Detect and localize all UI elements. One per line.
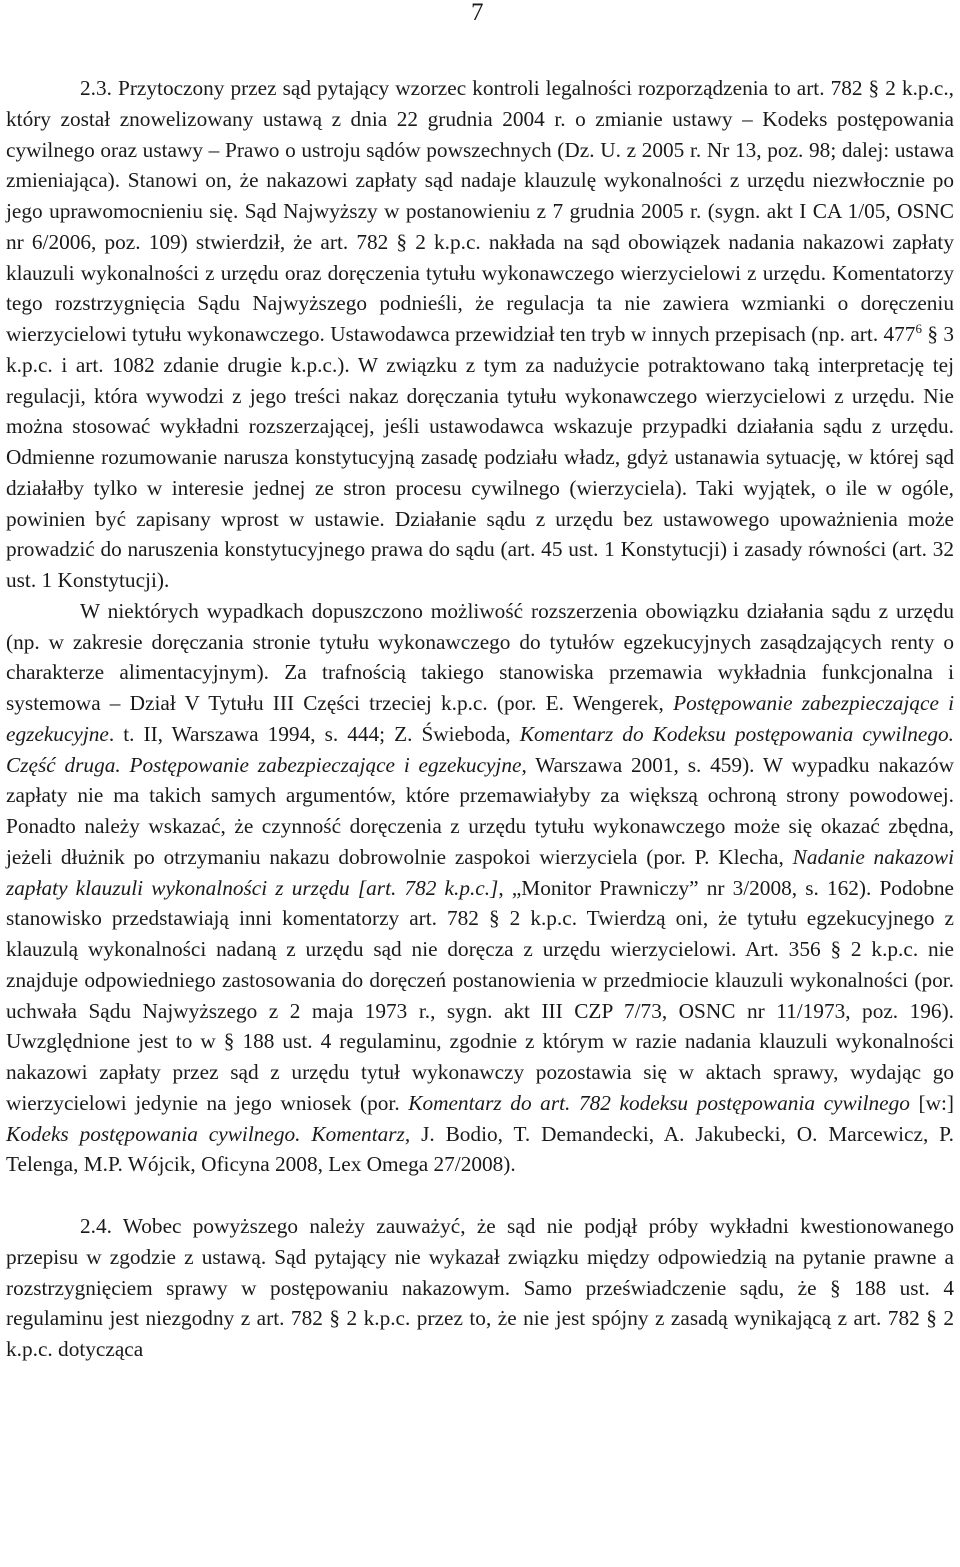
paragraph-text: . t. II, Warszawa 1994, s. 444; Z. Świeboda, <box>108 721 520 746</box>
citation-title: Komentarz do Kodeksu postępowania cywilnego. Część druga. Postępowanie zabezpieczające i egzekucyjne <box>6 721 954 777</box>
superscript: 6 <box>915 320 922 336</box>
paragraph-2-4 <box>6 1211 954 1365</box>
paragraph-2-3 <box>6 73 954 596</box>
paragraph-spacer <box>6 1180 954 1211</box>
citation-title: Kodeks postępowania cywilnego. Komentarz, <box>6 1121 411 1146</box>
paragraph-text: § 3 k.p.c. i art. 1082 zdanie drugie k.p.c.). W związku z tym za nadużycie potraktowano taką interpretację tej regulacji, która wywodzi z jego treści nakaz doręczania tytułu wykonawczego wierzycielowi z urzędu. Nie można stosować wykładni rozszerzającej, jeśli ustawodawca wskazuje przypadki działania sądu z urzędu. Odmienne rozumowanie narusza konstytucyjną zasadę podziału władz, gdyż ustanawia sytuację, w której sąd działałby tylko w interesie jednej ze stron procesu cywilnego (wierzyciela). Taki wyjątek, o ile w ogóle, powinien być zapisany wprost w ustawie. Działanie sądu z urzędu bez ustawowego upoważnienia może prowadzić do naruszenia konstytucyjnego prawa do sądu (art. 45 ust. 1 Konstytucji) i zasady równości (art. 32 ust. 1 Konstytucji). <box>6 322 954 592</box>
paragraph-text: J. Bodio, T. Demandecki, A. Jakubecki, O. Marcewicz, P. Telenga, M.P. Wójcik, Oficyna 2008, Lex Omega 27/2008). <box>6 1121 954 1177</box>
citation-title: Postępowanie zabezpieczające i egzekucyjne <box>6 691 954 746</box>
paragraph-text: 2.3. Przytoczony przez sąd pytający wzorzec kontroli legalności rozporządzenia to art. 782 § 2 k.p.c., który został znowelizowany ustawą z dnia 22 grudnia 2004 r. o zmianie ustawy – Kodeks postępowania cywilnego oraz ustawy – Prawo o ustroju sądów powszechnych (Dz. U. z 2005 r. Nr 13, poz. 98; dalej: ustawa zmieniająca). Stanowi on, że nakazowi zapłaty sąd nadaje klauzulę wykonalności z urzędu niezwłocznie po jego uprawomocnieniu się. Sąd Najwyższy w postanowieniu z 7 grudnia 2005 r. (sygn. akt I CA 1/05, OSNC nr 6/2006, poz. 109) stwierdził, że art. 782 § 2 k.p.c. nakłada na sąd obowiązek nadania nakazowi zapłaty klauzuli wykonalności z urzędu oraz doręczenia tytułu wykonawczego wierzycielowi z urzędu. Komentatorzy tego rozstrzygnięcia Sądu Najwyższego podnieśli, że regulacja ta nie zawiera wzmianki o doręczeniu wierzycielowi tytułu wykonawczego. Ustawodawca przewidział ten tryb w innych przepisach (np. art. 477 <box>6 76 954 346</box>
document-body <box>6 73 954 1365</box>
page-number: 7 <box>471 0 484 26</box>
paragraph-text: , Warszawa 2001, s. 459). W wypadku nakazów zapłaty nie ma takich samych argumentów, które przemawiałyby za większą ochroną strony powodowej. Ponadto należy wskazać, że czynność doręczenia z urzędu tytułu wykonawczego może się okazać zbędna, jeżeli dłużnik po otrzymaniu nakazu dobrowolnie zaspokoi wierzyciela (por. P. Klecha, <box>6 752 955 869</box>
paragraph-text: 2.4. Wobec powyższego należy zauważyć, że sąd nie podjął próby wykładni kwestionowanego przepisu w zgodzie z ustawą. Sąd pytający nie wykazał związku między odpowiedzią na pytanie prawne a rozstrzygnięciem sprawy w postępowaniu nakazowym. Samo przeświadczenie sądu, że § 188 ust. 4 regulaminu jest niezgodny z art. 782 § 2 k.p.c. przez to, że nie jest spójny z zasadą wynikającą z art. 782 § 2 k.p.c. dotycząca <box>6 1214 954 1361</box>
citation-title: Komentarz do art. 782 kodeksu postępowania cywilnego <box>408 1090 910 1115</box>
paragraph-text: W niektórych wypadkach dopuszczono możliwość rozszerzenia obowiązku działania sądu z urzędu (np. w zakresie doręczania stronie tytułu wykonawczego do tytułów egzekucyjnych zasądzających renty o charakterze alimentacyjnym). Za trafnością takiego stanowiska przemawia wykładnia funkcjonalna i systemowa – Dział V Tytułu III Części trzeciej k.p.c. (por. E. Wengerek, <box>6 598 954 715</box>
paragraph-text: , „Monitor Prawniczy” nr 3/2008, s. 162). Podobne stanowisko przedstawiają inni komentatorzy art. 782 § 2 k.p.c. Twierdzą oni, że tytułu egzekucyjnego z klauzulą wykonalności nadaną z urzędu sąd nie doręcza z urzędu wierzycielowi. Art. 356 § 2 k.p.c. nie znajduje odpowiedniego zastosowania do doręczeń postanowienia w przedmiocie klauzuli wykonalności (por. uchwała Sądu Najwyższego z 2 maja 1973 r., sygn. akt III CZP 7/73, OSNC nr 11/1973, poz. 196). Uwzględnione jest to w § 188 ust. 4 regulaminu, zgodnie z którym w razie nadania klauzuli wykonalności nakazowi zapłaty przez sąd z urzędu tytuł wykonawczy pozostawia się w aktach sprawy, wydając go wierzycielowi jedynie na jego wniosek (por. <box>6 875 955 1115</box>
paragraph-2-3-continued <box>6 596 954 1180</box>
citation-title: Nadanie nakazowi zapłaty klauzuli wykonalności z urzędu [art. 782 k.p.c.] <box>6 844 955 900</box>
paragraph-text: [w:] <box>909 1090 954 1115</box>
